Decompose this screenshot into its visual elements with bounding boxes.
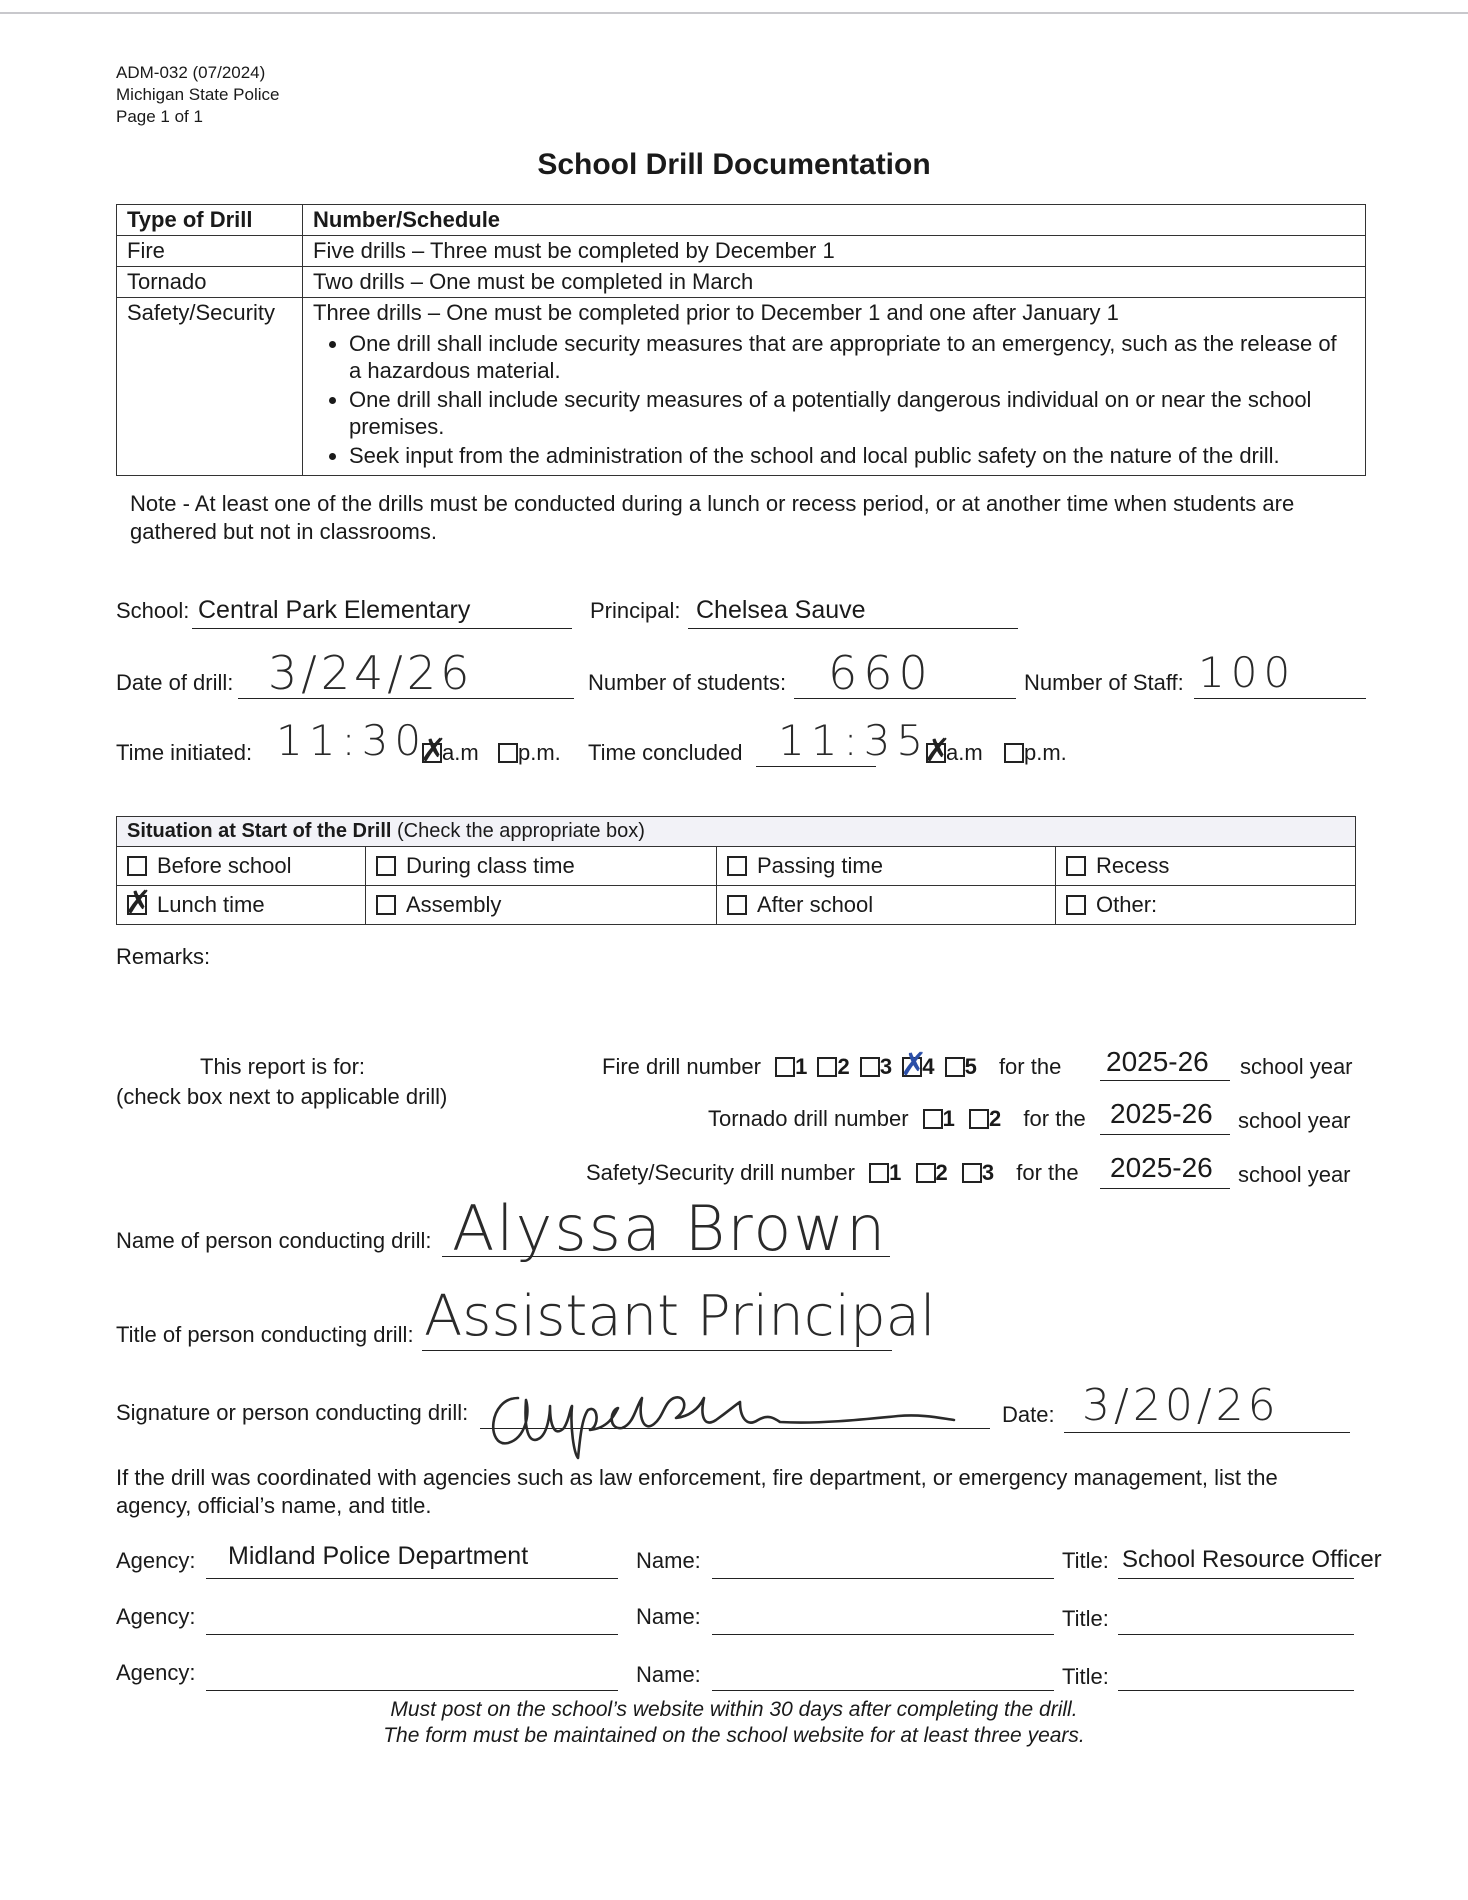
checkbox-icon[interactable] bbox=[1066, 856, 1086, 876]
fire-year-field[interactable]: 2025-26 bbox=[1106, 1046, 1209, 1077]
person-name-field[interactable]: Alyssa Brown bbox=[452, 1192, 888, 1265]
safety-year-field[interactable]: 2025-26 bbox=[1110, 1152, 1213, 1183]
title-field-2[interactable] bbox=[1118, 1634, 1354, 1635]
time-concluded-pm-option[interactable]: p.m. bbox=[1004, 740, 1067, 766]
fire-drill-label: Fire drill number bbox=[602, 1054, 761, 1079]
form-header bbox=[116, 62, 279, 128]
form-agency: Michigan State Police bbox=[116, 85, 280, 104]
staff-label: Number of Staff: bbox=[1024, 670, 1184, 695]
students-label: Number of students: bbox=[588, 670, 787, 695]
for-the-label: for the bbox=[1016, 1160, 1079, 1185]
school-year-label: school year bbox=[1240, 1054, 1353, 1079]
students-field[interactable]: 660 bbox=[828, 646, 934, 700]
coordination-instructions: If the drill was coordinated with agencies such as law enforcement, fire department, or emergency management, list the agency, official’s name, and title. bbox=[116, 1465, 1278, 1518]
security-requirements-list bbox=[313, 330, 1355, 469]
situation-option-during-class[interactable]: During class time bbox=[366, 847, 717, 886]
name-label: Name: bbox=[636, 1548, 701, 1573]
checkbox-icon[interactable] bbox=[923, 1109, 943, 1129]
checkbox-icon[interactable] bbox=[1004, 743, 1024, 763]
drill-type: Safety/Security bbox=[117, 298, 303, 476]
school-underline bbox=[192, 628, 572, 629]
footer-line-2: The form must be maintained on the school website for at least three years. bbox=[383, 1724, 1085, 1747]
time-concluded-field[interactable]: 11:35 bbox=[778, 716, 930, 765]
situation-header: Situation at Start of the Drill (Check the appropriate box) bbox=[117, 817, 1356, 847]
title-label: Title: bbox=[1062, 1606, 1109, 1631]
safety-drill-label: Safety/Security drill number bbox=[586, 1160, 855, 1185]
situation-option-passing-time[interactable]: Passing time bbox=[717, 847, 1056, 886]
drill-schedule: Five drills – Three must be completed by December 1 bbox=[303, 236, 1366, 267]
person-title-label: Title of person conducting drill: bbox=[116, 1322, 414, 1347]
checkbox-icon[interactable] bbox=[945, 1057, 965, 1077]
agency-underline bbox=[206, 1578, 618, 1579]
page-number: Page 1 of 1 bbox=[116, 107, 203, 126]
checkbox-icon[interactable] bbox=[376, 856, 396, 876]
list-item: • Seek input from the administration of the school and local public safety on the nature of the drill. bbox=[349, 442, 1355, 469]
principal-field[interactable]: Chelsea Sauve bbox=[696, 596, 866, 624]
name-field-2[interactable] bbox=[712, 1634, 1054, 1635]
checkbox-icon[interactable] bbox=[860, 1057, 880, 1077]
signature-date-field[interactable]: 3/20/26 bbox=[1082, 1380, 1280, 1431]
remarks-label: Remarks: bbox=[116, 944, 211, 969]
agency-field-3[interactable] bbox=[206, 1690, 618, 1691]
title-field-3[interactable] bbox=[1118, 1690, 1354, 1691]
situation-option-recess[interactable]: Recess bbox=[1056, 847, 1356, 886]
situation-option-lunch-time[interactable]: ✗Lunch time bbox=[117, 886, 366, 925]
time-initiated-am-option[interactable]: ✗ a.m bbox=[422, 740, 479, 766]
person-name-label: Name of person conducting drill: bbox=[116, 1228, 432, 1253]
checkbox-icon[interactable] bbox=[817, 1057, 837, 1077]
title-underline bbox=[1118, 1578, 1354, 1579]
tornado-year-field[interactable]: 2025-26 bbox=[1110, 1098, 1213, 1129]
drill-schedule-cell bbox=[303, 298, 1366, 476]
safety-year-underline bbox=[1100, 1188, 1230, 1189]
checkbox-icon[interactable] bbox=[376, 895, 396, 915]
time-concluded-underline bbox=[756, 766, 876, 767]
school-field[interactable]: Central Park Elementary bbox=[198, 596, 471, 624]
tornado-year-underline bbox=[1100, 1134, 1230, 1135]
checkbox-icon[interactable] bbox=[727, 895, 747, 915]
situation-option-after-school[interactable]: After school bbox=[717, 886, 1056, 925]
drill-schedule: Two drills – One must be completed in March bbox=[303, 267, 1366, 298]
date-of-drill-field[interactable]: 3/24/26 bbox=[268, 646, 474, 700]
tornado-drill-row: Tornado drill number 1 2 for the bbox=[708, 1106, 1086, 1131]
drill-type: Tornado bbox=[117, 267, 303, 298]
drill-type: Fire bbox=[117, 236, 303, 267]
checkbox-icon[interactable] bbox=[775, 1057, 795, 1077]
signature-date-label: Date: bbox=[1002, 1402, 1055, 1427]
checkbox-icon[interactable] bbox=[498, 743, 518, 763]
time-initiated-field[interactable]: 11:30 bbox=[276, 716, 428, 765]
title-label: Title: bbox=[1062, 1548, 1109, 1573]
situation-option-other[interactable]: Other: bbox=[1056, 886, 1356, 925]
signature-label: Signature or person conducting drill: bbox=[116, 1400, 469, 1425]
list-item: • One drill shall include security measures that are appropriate to an emergency, such as the release of a hazardous material. bbox=[349, 330, 1355, 384]
checkbox-checked-icon[interactable] bbox=[422, 743, 442, 763]
agency-field-2[interactable] bbox=[206, 1634, 618, 1635]
time-concluded-am-option[interactable]: ✗ a.m bbox=[926, 740, 983, 766]
agency-field-1[interactable]: Midland Police Department bbox=[228, 1542, 529, 1570]
drill-note: Note - At least one of the drills must be conducted during a lunch or recess period, or at another time when students are gathered but not in classrooms. bbox=[130, 491, 1295, 544]
col-number-schedule: Number/Schedule bbox=[303, 205, 1366, 236]
safety-drill-row: Safety/Security drill number 1 2 3 for the bbox=[586, 1160, 1079, 1185]
checkbox-icon[interactable] bbox=[869, 1163, 889, 1183]
principal-label: Principal: bbox=[590, 598, 681, 623]
agency-label: Agency: bbox=[116, 1548, 196, 1573]
time-concluded-label: Time concluded bbox=[588, 740, 743, 765]
report-for-label: This report is for: bbox=[200, 1054, 366, 1079]
agency-label: Agency: bbox=[116, 1660, 196, 1685]
form-id: ADM-032 (07/2024) bbox=[116, 63, 266, 82]
table-row bbox=[117, 267, 1366, 298]
agency-label: Agency: bbox=[116, 1604, 196, 1629]
time-initiated-label: Time initiated: bbox=[116, 740, 253, 765]
name-field-3[interactable] bbox=[712, 1690, 1054, 1691]
person-title-underline bbox=[422, 1350, 892, 1351]
signature-image[interactable] bbox=[478, 1358, 978, 1468]
drill-schedule: Three drills – One must be completed prior to December 1 and one after January 1 bbox=[313, 300, 1119, 325]
staff-field[interactable]: 100 bbox=[1198, 648, 1297, 697]
situation-table bbox=[116, 816, 1356, 925]
name-label: Name: bbox=[636, 1662, 701, 1687]
name-underline[interactable] bbox=[712, 1578, 1054, 1579]
title-field-1[interactable]: School Resource Officer bbox=[1122, 1546, 1382, 1573]
table-row bbox=[117, 236, 1366, 267]
drill-schedule-table bbox=[116, 204, 1366, 476]
checkbox-icon[interactable] bbox=[916, 1163, 936, 1183]
report-for-hint: (check box next to applicable drill) bbox=[116, 1084, 448, 1109]
situation-header-row bbox=[117, 817, 1356, 847]
school-year-label: school year bbox=[1238, 1162, 1351, 1187]
fire-year-underline bbox=[1100, 1080, 1230, 1081]
situation-option-before-school[interactable]: Before school bbox=[117, 847, 366, 886]
checkbox-icon[interactable] bbox=[1066, 895, 1086, 915]
situation-option-assembly[interactable]: Assembly bbox=[366, 886, 717, 925]
list-item: • One drill shall include security measures of a potentially dangerous individual on or near the school premises. bbox=[349, 386, 1355, 440]
date-of-drill-label: Date of drill: bbox=[116, 670, 234, 695]
checkbox-checked-icon[interactable] bbox=[926, 743, 946, 763]
principal-underline bbox=[688, 628, 1018, 629]
table-header-row bbox=[117, 205, 1366, 236]
checkbox-checked-icon[interactable] bbox=[127, 895, 147, 915]
checkbox-icon[interactable] bbox=[127, 856, 147, 876]
table-row bbox=[117, 886, 1356, 925]
staff-underline bbox=[1194, 698, 1366, 699]
checkbox-icon[interactable] bbox=[962, 1163, 982, 1183]
footer-line-1: Must post on the school’s website within 30 days after completing the drill. bbox=[390, 1698, 1078, 1721]
signature-date-underline bbox=[1064, 1432, 1350, 1433]
checkbox-icon[interactable] bbox=[969, 1109, 989, 1129]
table-row bbox=[117, 298, 1366, 476]
checkbox-icon[interactable] bbox=[727, 856, 747, 876]
title-label: Title: bbox=[1062, 1664, 1109, 1689]
school-label: School: bbox=[116, 598, 190, 623]
person-title-field[interactable]: Assistant Principal bbox=[424, 1284, 936, 1349]
name-label: Name: bbox=[636, 1604, 701, 1629]
scan-edge-line bbox=[0, 12, 1468, 14]
checkbox-checked-icon[interactable] bbox=[902, 1057, 922, 1077]
school-year-label: school year bbox=[1238, 1108, 1351, 1133]
for-the-label: for the bbox=[998, 1054, 1062, 1079]
for-the-label: for the bbox=[1023, 1106, 1086, 1131]
col-type-of-drill: Type of Drill bbox=[117, 205, 303, 236]
time-initiated-pm-option[interactable]: p.m. bbox=[498, 740, 561, 766]
tornado-drill-label: Tornado drill number bbox=[708, 1106, 909, 1131]
fire-drill-row: Fire drill number 1 2 3 ✗ 4 5 for the bbox=[602, 1054, 1061, 1080]
page-title: School Drill Documentation bbox=[537, 148, 931, 181]
table-row bbox=[117, 847, 1356, 886]
